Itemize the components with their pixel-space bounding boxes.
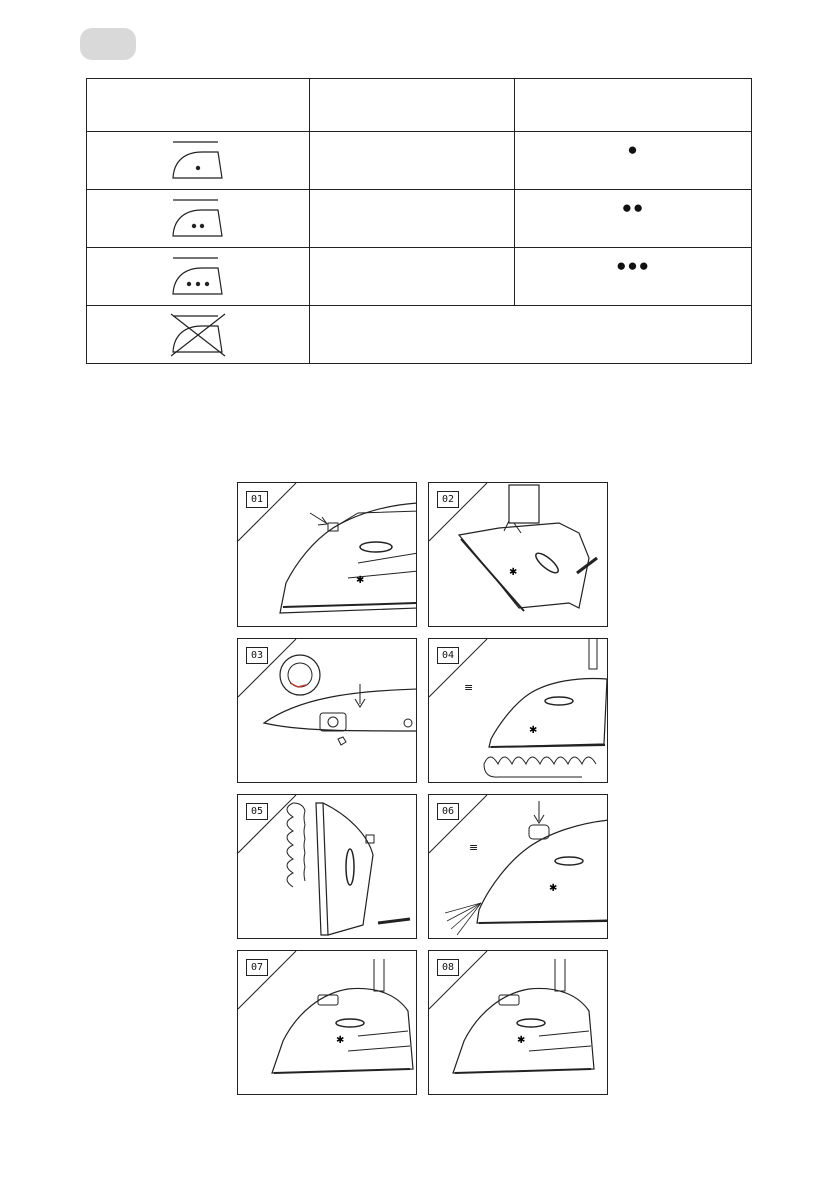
header-cell [87, 79, 310, 132]
table-row [87, 306, 752, 364]
step-panel [237, 950, 417, 1095]
temperature-dots: ● [627, 140, 639, 159]
svg-text:≡: ≡ [469, 841, 479, 854]
svg-text:✱: ✱ [509, 567, 518, 578]
step-panel [428, 482, 608, 627]
symbol-cell [87, 132, 310, 190]
table-row [87, 248, 752, 306]
step-number: 06 [437, 803, 459, 820]
dots-cell [515, 190, 752, 248]
svg-text:✱: ✱ [517, 1035, 526, 1046]
svg-text:✱: ✱ [336, 1035, 345, 1046]
step-panel [428, 794, 608, 939]
svg-text:≡: ≡ [464, 681, 474, 694]
description-cell [310, 248, 515, 306]
step-panel [428, 950, 608, 1095]
step-number: 03 [246, 647, 268, 664]
iron-one-dot-icon [168, 140, 228, 182]
description-cell [310, 306, 752, 364]
table-row [87, 132, 752, 190]
table-row [87, 190, 752, 248]
iron-two-dots-icon [168, 198, 228, 240]
temperature-dots: ●●● [616, 256, 650, 275]
step-number: 05 [246, 803, 268, 820]
step-number: 07 [246, 959, 268, 976]
header-cell [310, 79, 515, 132]
symbol-cell [87, 190, 310, 248]
temperature-dots: ●● [621, 198, 645, 217]
step-panel [237, 794, 417, 939]
step-panel [237, 482, 417, 627]
page-number-tab [80, 28, 136, 60]
step-number: 02 [437, 491, 459, 508]
iron-three-dots-icon [168, 256, 228, 298]
step-panel [237, 638, 417, 783]
step-number: 08 [437, 959, 459, 976]
symbol-cell [87, 306, 310, 364]
step-number: 04 [437, 647, 459, 664]
svg-text:✱: ✱ [529, 725, 538, 736]
ironing-symbol-table [86, 78, 752, 364]
svg-text:✱: ✱ [549, 883, 558, 894]
dots-cell [515, 248, 752, 306]
step-number: 01 [246, 491, 268, 508]
svg-text:✱: ✱ [356, 575, 365, 586]
do-not-iron-icon [167, 312, 229, 358]
description-cell [310, 190, 515, 248]
header-cell [515, 79, 752, 132]
dots-cell [515, 132, 752, 190]
table-header-row [87, 79, 752, 132]
symbol-cell [87, 248, 310, 306]
description-cell [310, 132, 515, 190]
step-panel [428, 638, 608, 783]
